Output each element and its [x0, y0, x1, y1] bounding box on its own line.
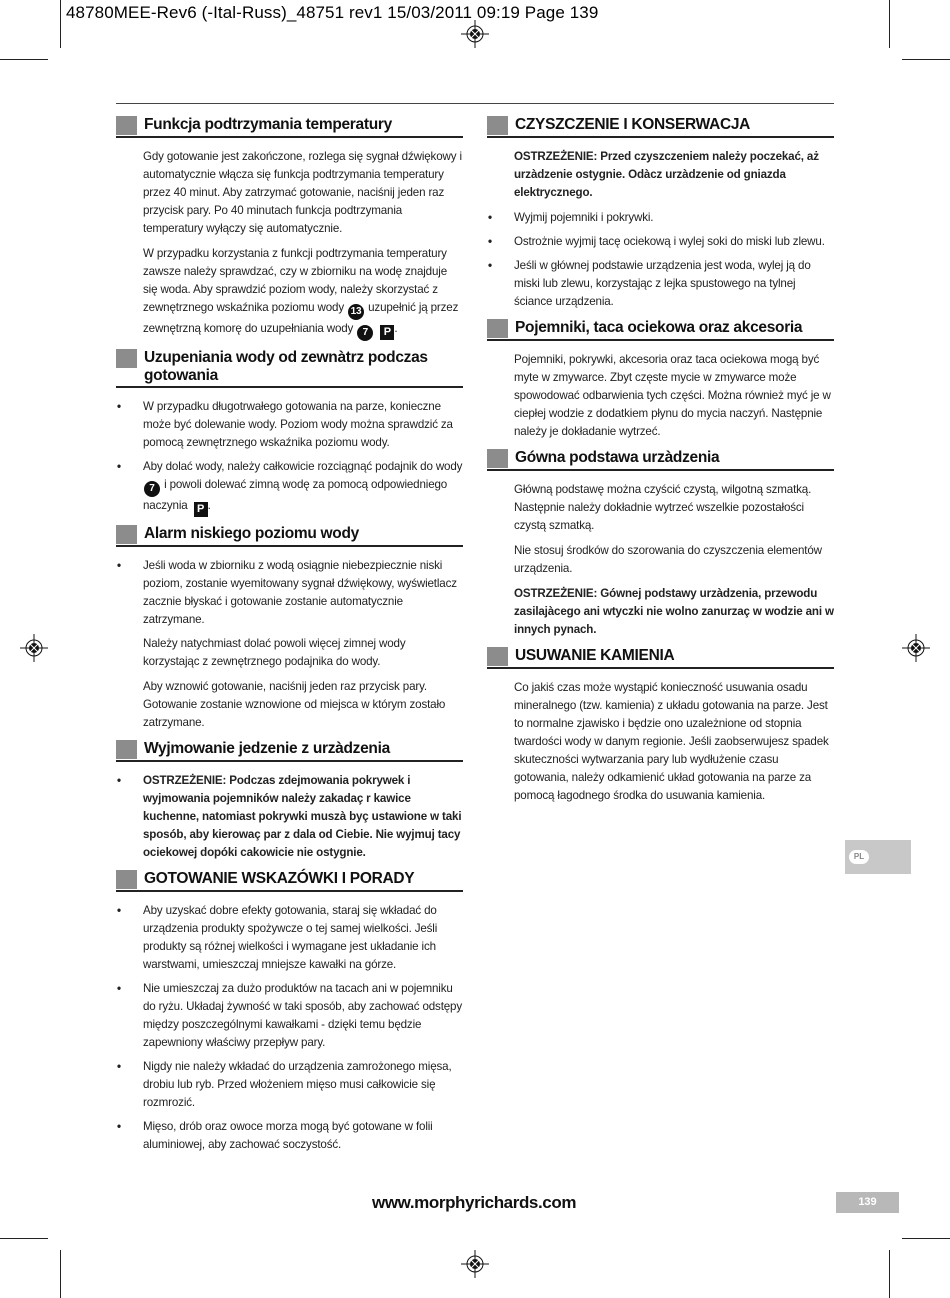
section-title: Alarm niskiego poziomu wody	[144, 525, 359, 542]
list-item-text: Aby uzyskać dobre efekty gotowania, staraj się wkładać do urządzenia produkty spożywcze o tej samej wielkości. Jeśli produkty są różnej wielkości i wymagane jest układanie ich warstwami, umieszczaj mniejsze kawałki na górze.	[143, 904, 438, 971]
list-item-text: Jeśli woda w zbiorniku z wodą osiągnie niebezpiecznie niski poziom, zostanie wyemitowany sygnał dźwiękowy, wyświetlacz zacznie błyskać i gotowanie zostanie automatycznie zatrzymane.	[143, 559, 457, 626]
heading-marker	[116, 870, 137, 889]
heading-marker	[116, 740, 137, 759]
bullet-icon: •	[117, 904, 121, 917]
heading-marker	[116, 116, 137, 135]
paragraph: Nie stosuj środków do szorowania do czyszczenia elementów urządzenia.	[514, 544, 822, 575]
section-title: USUWANIE KAMIENIA	[515, 647, 675, 664]
paragraph-text: uzupełnić ją przez zewnętrzną komorę do uzupełniania wody	[143, 301, 459, 335]
list-item	[117, 557, 463, 629]
section-heading	[116, 116, 463, 138]
paragraph: Aby wznowić gotowanie, naciśnij jeden raz przycisk pary. Gotowanie zostanie wznowione od miejsca w którym zostało zatrzymane.	[143, 680, 446, 729]
paragraph: Co jakiś czas może wystąpić konieczność usuwania osadu mineralnego (tzw. kamienia) z układu gotowania na parze. Jest to normalne zjawisko i będzie ono uzależnione od stopnia twardości wody w danym regionie. Jeśli zaobserwujesz spadek skuteczności wytwarzania pary lub wydłużenie czasu gotowania, należy odkamienić układ gotowania na parze za pomocą łagodnego środka do usuwania kamienia.	[514, 681, 829, 802]
crop-mark	[889, 0, 890, 48]
list-item	[117, 1118, 463, 1154]
section-title: Funkcja podtrzymania temperatury	[144, 116, 392, 133]
section-refill-water	[116, 349, 463, 517]
list-item-text: Nigdy nie należy wkładać do urządzenia zamrożonego mięsa, drobiu lub ryb. Przed włożeniem mięso musi całkowicie się rozmrozić.	[143, 1060, 452, 1109]
list-item-text: Aby dolać wody, należy całkowicie rozciągnąć podajnik do wody	[143, 460, 463, 473]
callout-p-icon: P	[380, 325, 394, 340]
section-heading	[487, 116, 834, 138]
section-heading	[116, 740, 463, 762]
list-item-text: Jeśli w głównej podstawie urządzenia jest woda, wylej ją do miski lub zlewu, korzystając z lejka spustowego na tylnej ściance urządzenia.	[514, 259, 811, 308]
crop-mark	[60, 1250, 61, 1298]
registration-mark-icon	[461, 1250, 489, 1278]
warning-text: OSTRZEŻENIE: Gównej podstawy urzàdzenia, przewodu zasilajàcego ani wtyczki nie wolno zanurzaç w wodzie ani w innych pynach.	[514, 587, 834, 636]
section-keep-warm	[116, 116, 463, 341]
section-descaling	[487, 647, 834, 805]
section-cooking-tips	[116, 870, 463, 1154]
list-item	[488, 233, 834, 251]
section-title: CZYSZCZENIE I KONSERWACJA	[515, 116, 751, 133]
paragraph: Pojemniki, pokrywki, akcesoria oraz taca ociekowa mogą być myte w zmywarce. Zbyt częste mycie w zmywarce może spowodować odbarwienia tych części. Można również myć je w ciepłej wodzie z dodatkiem płynu do mycia naczyń. Następnie należy je dokładanie wytrzeć.	[514, 353, 831, 438]
heading-marker	[116, 349, 137, 368]
heading-marker	[116, 525, 137, 544]
list-item	[488, 209, 834, 227]
callout-7-icon: 7	[357, 325, 373, 341]
callout-7-icon: 7	[144, 481, 160, 497]
bullet-icon: •	[488, 259, 492, 272]
bullet-icon: •	[117, 400, 121, 413]
paragraph-text: .	[394, 322, 398, 335]
list-item	[117, 458, 463, 517]
section-heading	[487, 647, 834, 669]
print-slug: 48780MEE-Rev6 (-Ital-Russ)_48751 rev1 15/03/2011 09:19 Page 139	[66, 3, 599, 22]
bullet-icon: •	[488, 211, 492, 224]
list-item	[488, 257, 834, 311]
bullet-icon: •	[488, 235, 492, 248]
crop-mark	[0, 1238, 48, 1239]
list-item-text: Wyjmij pojemniki i pokrywki.	[514, 211, 654, 224]
section-title: Wyjmowanie jedzenie z urzàdzenia	[144, 740, 390, 757]
list-item-text: Mięso, drób oraz owoce morza mogą być gotowane w folii aluminiowej, aby zachować soczystość.	[143, 1120, 433, 1151]
crop-mark	[902, 1238, 950, 1239]
language-badge: PL	[849, 850, 869, 864]
paragraph-text: W przypadku korzystania z funkcji podtrzymania temperatury zawsze należy sprawdzać, czy w zbiorniku na wodę znajduje się woda. Aby sprawdzić poziom wody, należy skorzystać z zewnętrznego wskaźnika poziomu wody	[143, 247, 447, 314]
bullet-icon: •	[117, 1060, 121, 1073]
registration-mark-icon	[461, 20, 489, 48]
bullet-icon: •	[117, 982, 121, 995]
page-number: 139	[836, 1192, 899, 1213]
section-heading	[116, 870, 463, 892]
list-item-text: .	[207, 499, 211, 512]
callout-13-icon: 13	[348, 304, 364, 320]
callout-p-icon: P	[194, 502, 208, 517]
list-item-text: i powoli dolewać zimną wodę za pomocą odpowiedniego naczynia	[143, 478, 448, 512]
list-item	[117, 772, 463, 862]
section-title: Gówna podstawa urzàdzenia	[515, 449, 720, 466]
section-heading	[116, 525, 463, 547]
registration-mark-icon	[902, 634, 930, 662]
warning-text: OSTRZEŻENIE: Podczas zdejmowania pokrywek i wyjmowania pojemników należy zakadaç r kawice kuchenne, natomiast pokrywki muszà byç ustawione w taki sposób, aby kierowaç par z dala od Ciebie. Nie wyjmuj tacy ociekowej dopóki cakowicie nie ostygnie.	[143, 774, 462, 859]
bullet-icon: •	[117, 774, 121, 787]
footer-website: www.morphyrichards.com	[372, 1193, 577, 1212]
left-column	[116, 116, 463, 1162]
heading-marker	[487, 116, 508, 135]
list-item	[117, 980, 463, 1052]
section-removing-food	[116, 740, 463, 862]
list-item-text: W przypadku długotrwałego gotowania na parze, konieczne może być dolewanie wody. Poziom wody można sprawdzić za pomocą zewnętrznego wskaźnika poziomu wody.	[143, 400, 453, 449]
list-item-text: Ostrożnie wyjmij tacę ociekową i wylej soki do miski lub zlewu.	[514, 235, 825, 248]
heading-marker	[487, 449, 508, 468]
paragraph: Gdy gotowanie jest zakończone, rozlega się sygnał dźwiękowy i automatycznie włącza się funkcja podtrzymania temperatury przez 40 minut. Aby zatrzymać gotowanie, naciśnij jeden raz przycisk pary. Po 40 minutach funkcja podtrzymania temperatury wyłączy się automatycznie.	[143, 150, 462, 235]
bullet-icon: •	[117, 1120, 121, 1133]
section-title: Uzupeniania wody od zewnàtrz podczas gotowania	[144, 349, 428, 384]
section-title: GOTOWANIE WSKAZÓWKI I PORADY	[144, 870, 415, 887]
crop-mark	[60, 0, 61, 48]
section-heading	[116, 349, 463, 388]
bullet-icon: •	[117, 559, 121, 572]
list-item	[117, 398, 463, 452]
top-rule	[116, 103, 834, 104]
crop-mark	[0, 59, 48, 60]
crop-mark	[889, 1250, 890, 1298]
section-title: Pojemniki, taca ociekowa oraz akcesoria	[515, 319, 803, 336]
bullet-icon: •	[117, 460, 121, 473]
section-heading	[487, 319, 834, 341]
section-main-base	[487, 449, 834, 639]
crop-mark	[902, 59, 950, 60]
section-containers	[487, 319, 834, 441]
paragraph: Główną podstawę można czyścić czystą, wilgotną szmatką. Następnie należy dokładnie wytrzeć wszelkie pozostałości czystą szmatką.	[514, 483, 812, 532]
heading-marker	[487, 647, 508, 666]
section-heading	[487, 449, 834, 471]
list-item	[117, 902, 463, 974]
registration-mark-icon	[20, 634, 48, 662]
language-tab	[845, 840, 911, 874]
paragraph: Należy natychmiast dolać powoli więcej zimnej wody korzystając z zewnętrznego podajnika do wody.	[143, 637, 406, 668]
list-item-text: Nie umieszczaj za dużo produktów na tacach ani w pojemniku do ryżu. Układaj żywność w taki sposób, aby zachować odstępy między poszczególnymi kawałkami - dzięki temu będzie zapewniony właściwy przepływ pary.	[143, 982, 463, 1049]
section-low-water-alarm	[116, 525, 463, 732]
section-cleaning	[487, 116, 834, 311]
right-column	[487, 116, 834, 813]
list-item	[117, 1058, 463, 1112]
heading-marker	[487, 319, 508, 338]
paragraph	[143, 245, 463, 341]
warning-text: OSTRZEŻENIE: Przed czyszczeniem należy poczekać, aż urzàdzenie ostygnie. Odàcz urzàdzenie od gniazda elektrycznego.	[514, 150, 819, 199]
